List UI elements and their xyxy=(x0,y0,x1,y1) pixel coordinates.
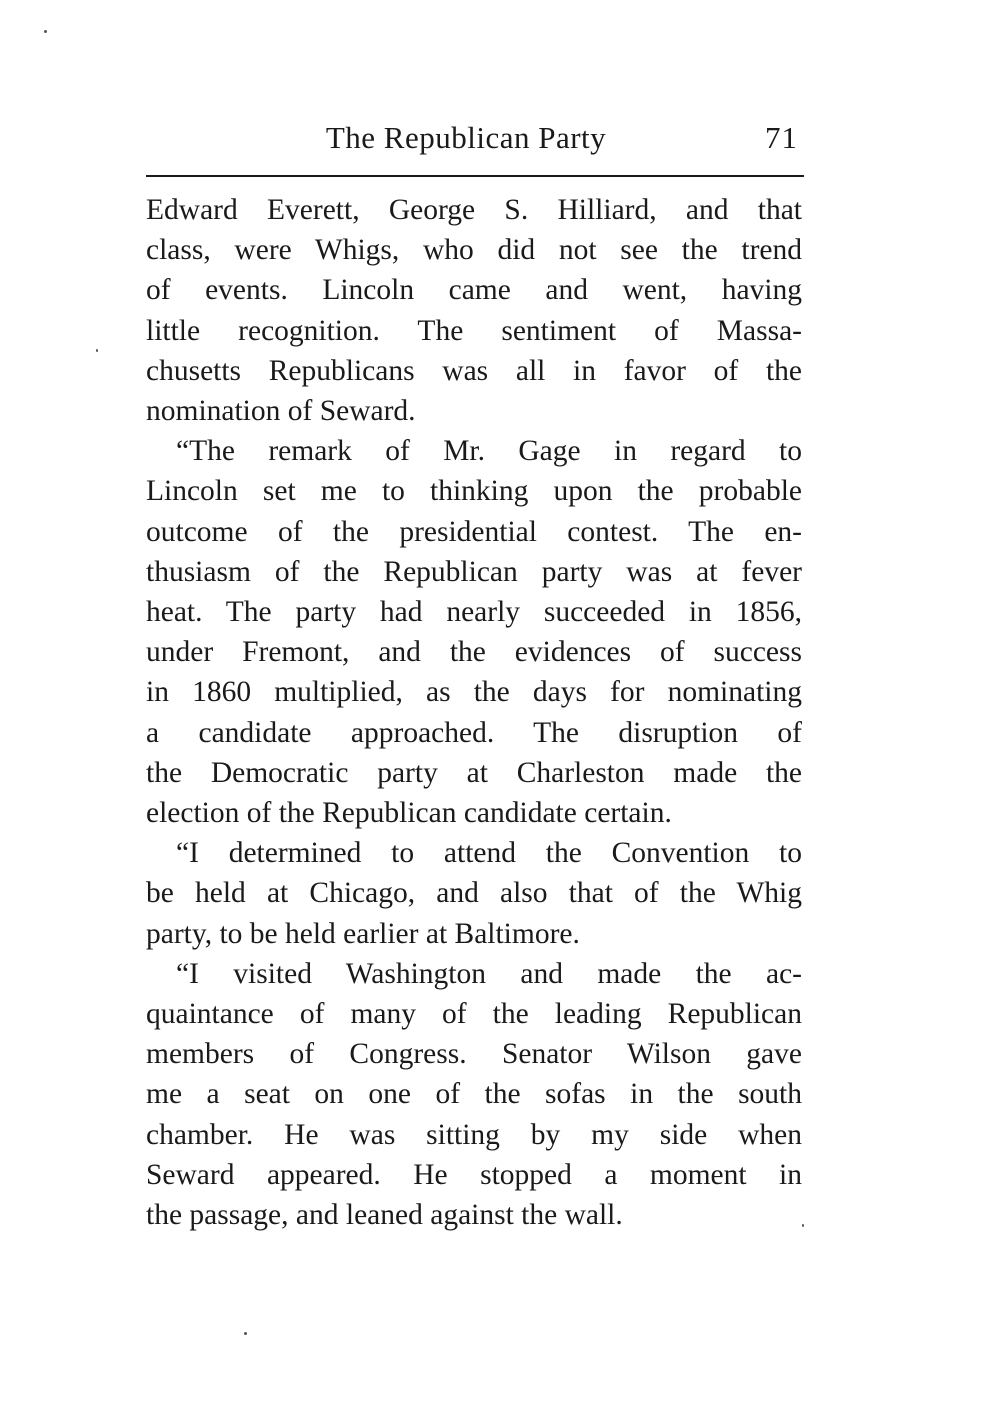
text-line: be held at Chicago, and also that of the Whig xyxy=(146,877,802,910)
scan-speck xyxy=(802,1224,804,1227)
text-line: Edward Everett, George S. Hilliard, and that xyxy=(146,194,802,226)
text-line: chusetts Republicans was all in favor of the xyxy=(146,354,802,387)
scan-speck xyxy=(96,349,98,352)
text-line: class, were Whigs, who did not see the trend xyxy=(146,234,802,267)
text-line: of events. Lincoln came and went, having xyxy=(146,274,802,307)
text-line: the passage, and leaned against the wall. xyxy=(146,1199,623,1232)
text-line: thusiasm of the Republican party was at fever xyxy=(146,555,802,588)
text-line: Lincoln set me to thinking upon the probable xyxy=(146,475,802,508)
text-line: nomination of Seward. xyxy=(146,395,416,428)
page-number: 71 xyxy=(765,120,798,155)
text-line: quaintance of many of the leading Republican xyxy=(146,998,802,1031)
running-title: The Republican Party xyxy=(325,120,607,155)
text-line: me a seat on one of the sofas in the south xyxy=(146,1078,802,1111)
header-rule xyxy=(146,175,804,177)
paragraph-2 xyxy=(146,431,802,833)
scan-speck xyxy=(44,30,47,33)
text-line: outcome of the presidential contest. The en- xyxy=(146,515,802,548)
text-line: “The remark of Mr. Gage in regard to xyxy=(176,435,802,468)
text-line: “I visited Washington and made the ac- xyxy=(176,957,802,990)
text-line: “I determined to attend the Convention to xyxy=(176,837,802,870)
paragraph-1 xyxy=(146,190,802,431)
text-line: Seward appeared. He stopped a moment in xyxy=(146,1158,802,1191)
text-line: heat. The party had nearly succeeded in 1856, xyxy=(146,596,802,629)
text-line: chamber. He was sitting by my side when xyxy=(146,1118,802,1151)
text-line: party, to be held earlier at Baltimore. xyxy=(146,917,580,950)
body-text xyxy=(146,190,802,1235)
text-line: little recognition. The sentiment of Massa- xyxy=(146,314,802,347)
text-line: under Fremont, and the evidences of success xyxy=(146,636,802,669)
text-line: members of Congress. Senator Wilson gave xyxy=(146,1038,802,1071)
text-line: in 1860 multiplied, as the days for nominating xyxy=(146,676,802,709)
scan-speck xyxy=(244,1332,247,1335)
text-line: the Democratic party at Charleston made the xyxy=(146,756,802,789)
text-line: a candidate approached. The disruption of xyxy=(146,716,802,749)
running-head xyxy=(146,118,802,168)
paragraph-3 xyxy=(146,833,802,954)
paragraph-4 xyxy=(146,954,802,1235)
text-line: election of the Republican candidate certain. xyxy=(146,797,672,830)
